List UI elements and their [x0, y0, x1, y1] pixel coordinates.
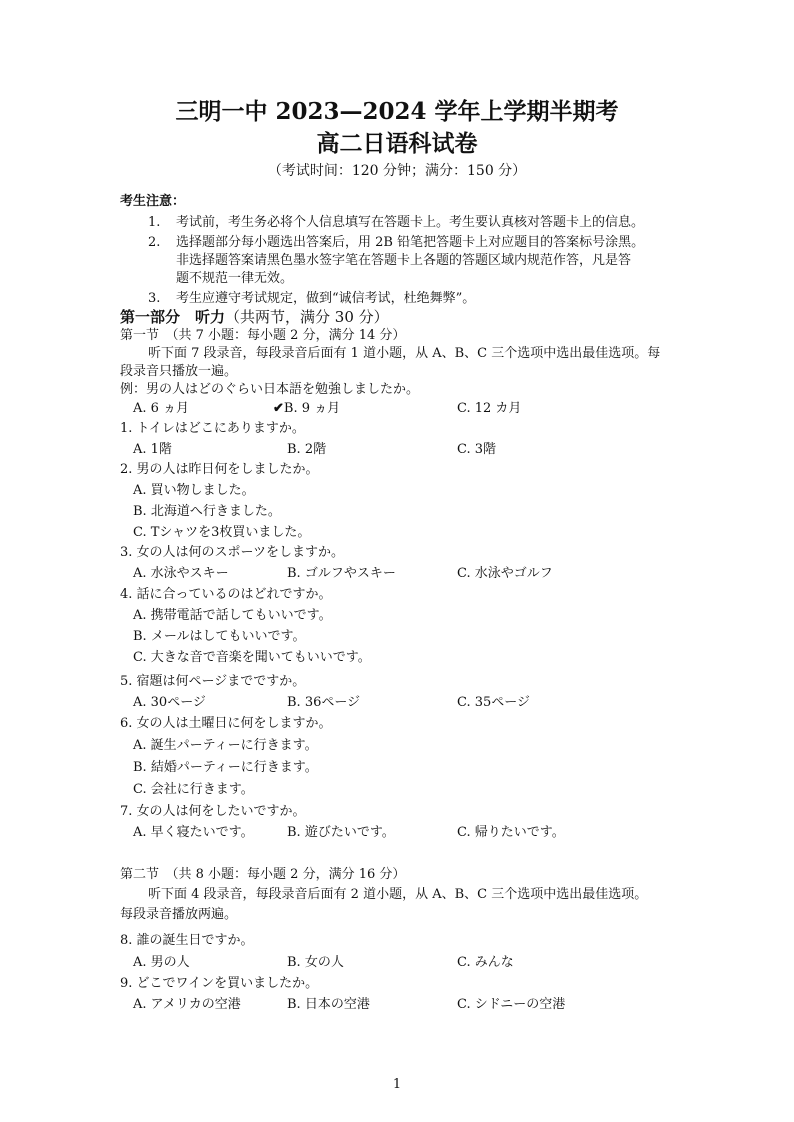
checkmark-icon: ✔: [273, 401, 284, 416]
question: 1. トイレはどこにありますか。: [120, 421, 305, 436]
example-option-b: [273, 400, 340, 418]
exam-title: 三明一中 2023—2024 学年上学期半期考: [175, 98, 619, 125]
part1-heading-rest: （共两节，满分 30 分）: [225, 308, 389, 326]
notice-line: 选择题部分每小题选出答案后，用 2B 铅笔把答题卡上对应题目的答案标号涂黑。: [176, 235, 645, 250]
option-c: C. みんな: [457, 955, 514, 970]
notice-line: 题不规范一律无效。: [176, 271, 294, 286]
notice-line: 考生应遵守考试规定，做到“诚信考试，杜绝舞弊”。: [176, 291, 476, 306]
question: 5. 宿題は何ページまでですか。: [120, 674, 306, 689]
option-c: C. 会社に行きます。: [133, 782, 254, 797]
notice-line: 考试前，考生务必将个人信息填写在答题卡上。考生要认真核对答题卡上的信息。: [176, 215, 645, 230]
option-c: C. 大きな音で音楽を聞いてもいいです。: [133, 650, 371, 665]
notice-number: 1.: [148, 215, 161, 230]
question: 9. どこでワインを買いましたか。: [120, 976, 319, 991]
question: 6. 女の人は土曜日に何をしますか。: [120, 716, 332, 731]
section2-instruction: 听下面 4 段录音，每段录音后面有 2 道小题，从 A、B、C 三个选项中选出最佳选项。: [148, 887, 648, 902]
section1-instruction: 段录音只播放一遍。: [120, 364, 238, 379]
option-b: B. 北海道へ行きました。: [133, 504, 281, 519]
notice-line: 非选择题答案请黑色墨水签字笔在答题卡上各题的答题区域内规范作答，凡是答: [176, 253, 632, 268]
option-b: B. 女の人: [287, 955, 344, 970]
section2-instruction: 每段录音播放两遍。: [120, 907, 238, 922]
question: 2. 男の人は昨日何をしましたか。: [120, 462, 319, 477]
example-option-b-label: B. 9 ヵ月: [283, 401, 341, 416]
option-b: B. メールはしてもいいです。: [133, 629, 306, 644]
question: 8. 誰の誕生日ですか。: [120, 933, 254, 948]
section1-heading: 第一节 （共 7 小题：每小题 2 分，满分 14 分）: [120, 328, 406, 343]
notice-number: 3.: [148, 291, 161, 306]
part1-heading-bold: 第一部分 听力: [120, 308, 226, 326]
option-b: B. 2階: [287, 442, 327, 457]
option-a: A. 1階: [133, 442, 172, 457]
notice-number: 2.: [148, 235, 161, 250]
option-b: B. 36ページ: [287, 695, 361, 710]
option-c: C. 水泳やゴルフ: [457, 566, 553, 581]
option-c: C. シドニーの空港: [457, 997, 566, 1012]
example-option-c: C. 12 カ月: [457, 401, 522, 416]
option-b: B. ゴルフやスキー: [287, 566, 396, 581]
notice-heading: 考生注意：: [120, 194, 186, 209]
option-b: B. 結婚パーティーに行きます。: [133, 760, 318, 775]
option-a: A. 男の人: [133, 955, 190, 970]
exam-subject-title: 高二日语科试卷: [316, 130, 478, 157]
exam-time-info: （考试时间：120 分钟；满分：150 分）: [267, 163, 527, 179]
option-c: C. 35ページ: [457, 695, 531, 710]
option-a: A. 買い物しました。: [133, 483, 255, 498]
option-a: A. 水泳やスキー: [133, 566, 229, 581]
option-b: B. 日本の空港: [287, 997, 370, 1012]
option-b: B. 遊びたいです。: [287, 825, 395, 840]
section2-heading: 第二节 （共 8 小题：每小题 2 分，满分 16 分）: [120, 867, 406, 882]
option-a: A. 30ページ: [133, 695, 206, 710]
option-a: A. アメリカの空港: [133, 997, 241, 1012]
question: 4. 話に合っているのはどれですか。: [120, 587, 332, 602]
option-a: A. 誕生パーティーに行きます。: [133, 738, 318, 753]
option-c: C. 3階: [457, 442, 497, 457]
example-question: 例：男の人はどのぐらい日本語を勉強しましたか。: [120, 382, 420, 397]
page-number: 1: [392, 1077, 402, 1092]
example-option-a: A. 6 ヵ月: [133, 401, 190, 416]
option-c: C. 帰りたいです。: [457, 825, 565, 840]
option-a: A. 携帯電話で話してもいいです。: [133, 608, 332, 623]
question: 7. 女の人は何をしたいですか。: [120, 804, 306, 819]
option-c: C. Tシャツを3枚買いました。: [133, 525, 311, 540]
part1-heading: [120, 308, 389, 326]
section1-instruction: 听下面 7 段录音，每段录音后面有 1 道小题，从 A、B、C 三个选项中选出最佳选项。每: [148, 346, 661, 361]
option-a: A. 早く寝たいです。: [133, 825, 254, 840]
question: 3. 女の人は何のスポーツをしますか。: [120, 545, 345, 560]
